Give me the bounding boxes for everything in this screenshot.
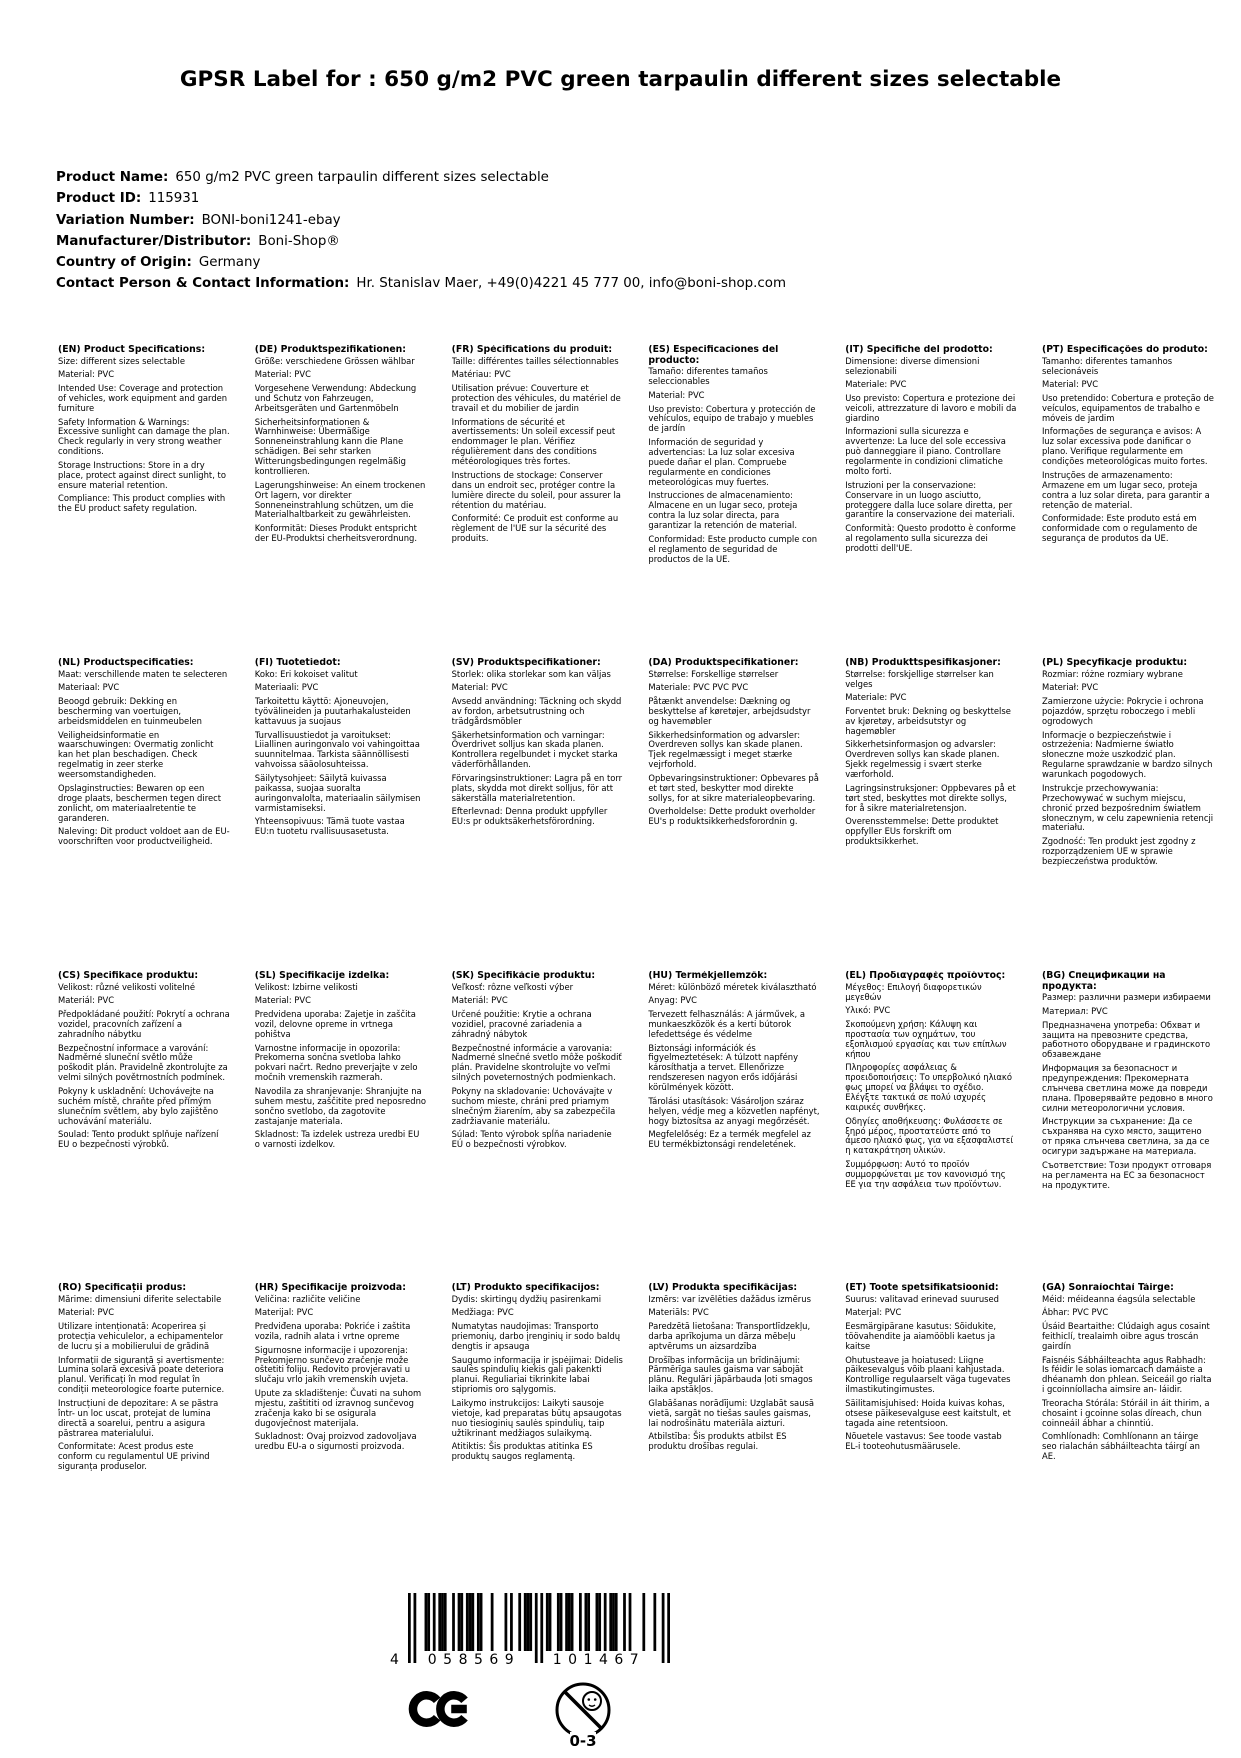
barcode-lead-digit: 4 [390,1652,399,1668]
spec-paragraph: Skladnost: Ta izdelek ustreza uredbi EU o varnosti izdelkov. [254,1129,420,1150]
spec-paragraph: Navodila za shranjevanje: Shranjujte na suhem mestu, zaščitite pred neposredno sončno svetlobo, da zagotovite zastajanje materiala. [254,1085,427,1126]
spec-paragraph: Overensstemmelse: Dette produktet oppfyller EUs forskrift om produktsikkerhet. [845,816,999,847]
spec-paragraph: Zamierzone użycie: Pokrycie i ochrona pojazdów, sprzętu roboczego i mebli ogrodowych [1041,696,1204,726]
spec-paragraph: Bezpečnostné informácie a varovania: Nadmerné slnečné svetlo môže poškodiť plán. Pravidelne skontrolujte vo veľmi silných poveternostných podmienkach. [451,1042,622,1083]
barcode-right-digits: 101467 [552,1652,646,1668]
spec-block-da [648,658,820,971]
spec-paragraph: Materiale: PVC PVC PVC [648,682,749,693]
spec-paragraph: Koko: Eri kokoiset valitut [254,668,358,679]
spec-paragraph: Material: PVC [58,369,115,380]
spec-block-it [845,345,1017,658]
spec-paragraph: Größe: verschiedene Grössen wählbar [254,355,415,366]
spec-block-title: (SK) Špecifikácie produktu: [451,971,596,981]
spec-paragraph: Tervezett felhasználás: A járművek, a munkaeszközök és a kerti bútorok lefedettsége és védelme [648,1009,805,1039]
manufacturer-value: Boni-Shop® [258,233,340,249]
spec-paragraph: Forventet bruk: Dekning og beskyttelse av kjøretøy, arbeidsutstyr og hagemøbler [845,705,1011,736]
spec-paragraph: Laikymo instrukcijos: Laikyti sausoje vietoje, kad preparatas būtų apsaugotas nuo tiesioginių saulės spindulių, taip užtikrinant medžiagos sulaikymą. [451,1397,622,1438]
spec-paragraph: Megfelelőség: Ez a termék megfelel az EU termékbiztonsági rendeletének. [648,1129,811,1150]
contact-row [56,273,786,294]
spec-paragraph: Informations de sécurité et avertissements: Un soleil excessif peut endommager le plan. Vérifiez régulièrement dans des conditions météorologiques très fortes. [451,416,616,467]
spec-paragraph: Úsáid Beartaithe: Clúdaigh agus cosaint feithiclí, trealaimh oibre agus troscán gairdín [1041,1321,1210,1351]
spec-block-fi [255,658,427,971]
page-title: GPSR Label for : 650 g/m2 PVC green tarpaulin different sizes selectable [179,67,1062,92]
spec-paragraph: Size: different sizes selectable [58,355,185,366]
spec-paragraph: Medžiaga: PVC [451,1307,514,1318]
spec-paragraph: Uso previsto: Copertura e protezione dei veicoli, attrezzature di lavoro e mobili da giardino [845,392,1017,423]
spec-paragraph: Turvallisuustiedot ja varoitukset: Liiallinen auringonvalo voi vahingoittaa suunnitelmaa. Tarkista säännöllisesti vahvoissa sääolosuhteissa. [254,729,420,770]
spec-paragraph: Nõuetele vastavus: See toode vastab EL-i tooteohutusmäärusele. [845,1431,1002,1452]
spec-paragraph: Méret: különböző méretek kiválasztható [648,981,817,992]
spec-paragraph: Säilitamisjuhised: Hoida kuivas kohas, otsese päikesevalguse eest kaitstult, et tagada aine retentsioon. [845,1397,1011,1428]
spec-paragraph: Mărime: dimensiuni diferite selectabile [58,1293,222,1304]
spec-paragraph: Biztonsági információk és figyelmeztetések: A túlzott napfény károsíthatja a tervet. Ellenőrizze rendszeresen nagyon erős időjárási körülmények között. [648,1042,799,1093]
spec-paragraph: Comhlíonadh: Comhlíonann an táirge seo rialachán sábháilteachta táirgí an AE. [1041,1431,1200,1462]
spec-paragraph: Safety Information & Warnings: Excessive sunlight can damage the plan. Check regularly in very strong weather conditions. [58,416,230,457]
spec-paragraph: Istruzioni per la conservazione: Conservare in un luogo asciutto, proteggere dalla luce solare diretta, per garantire la conservazione dei materiali. [845,479,1015,520]
spec-block-title: (IT) Specifiche del prodotto: [845,345,993,355]
variation-number-value: BONI-boni1241-ebay [201,212,341,228]
spec-block-sl [255,971,427,1283]
spec-paragraph: Glabāšanas norādījumi: Uzglabāt sausā vietā, sargāt no tiešas saules gaismas, lai nodrošinātu materiāla aizturi. [648,1397,814,1428]
spec-block-lv [648,1283,820,1476]
spec-block-title: (FI) Tuotetiedot: [254,658,341,668]
spec-block-sk [452,971,624,1283]
spec-paragraph: Materijal: PVC [254,1307,314,1318]
spec-paragraph: Efterlevnad: Denna produkt uppfyller EU:s pr oduktsäkerhetsförordning. [451,806,608,827]
svg-text:0-3: 0-3 [569,1732,597,1750]
barcode-left-digits: 058569 [427,1652,521,1668]
spec-paragraph: Размер: различни размери избираеми [1041,992,1211,1003]
age-warning-0-3-icon [552,1676,614,1758]
country-of-origin-value: Germany [198,255,261,271]
spec-paragraph: Atbilstība: Šis produkts atbilst ES produktu drošības regulai. [648,1431,787,1452]
spec-paragraph: Eesmärgipärane kasutus: Sõidukite, töövahendite ja aiamööbli kaetus ja kaitse [845,1321,996,1351]
spec-paragraph: Materjal: PVC [845,1307,902,1318]
spec-block-hu [648,971,820,1283]
spec-paragraph: Dimensione: diverse dimensioni selezionabili [845,355,980,376]
spec-paragraph: Varnostne informacije in opozorila: Prekomerna sončna svetloba lahko pokvari načrt. Redno preverjajte v zelo močnih vremenskih razmerah. [254,1042,418,1083]
spec-paragraph: Instructions de stockage: Conserver dans un endroit sec, protéger contre la lumière directe du soleil, pour assurer la rétention du matériau. [451,469,621,510]
spec-paragraph: Veiligheidsinformatie en waarschuwingen: Overmatig zonlicht kan het plan beschadigen. Check regelmatig in zeer sterke weersomstandigheden. [58,729,214,780]
spec-grid [58,345,1214,1476]
spec-paragraph: Materiale: PVC [845,692,907,703]
spec-block-title: (ES) Especificaciones del producto: [648,345,779,366]
spec-block-title: (GA) Sonraíochtaí Táirge: [1041,1283,1174,1293]
spec-paragraph: Avsedd användning: Täckning och skydd av fordon, arbetsutrustning och trädgårdsmöbler [451,696,622,726]
spec-paragraph: Storage Instructions: Store in a dry place, protect against direct sunlight, to ensure material retention. [58,459,226,490]
spec-paragraph: Materiál: PVC [451,995,508,1006]
spec-paragraph: Utilizare intenționată: Acoperirea și protecția vehiculelor, a echipamentelor de lucru și a mobilierului de grădină [58,1321,224,1351]
spec-paragraph: Conformità: Questo prodotto è conforme al regolamento sulla sicurezza dei prodotti dell'UE. [845,523,1016,553]
spec-block-nb [845,658,1017,971]
product-id-value: 115931 [148,191,200,207]
spec-block-title: (FR) Spécifications du produit: [451,345,613,355]
spec-paragraph: Paredzētā lietošana: Transportlīdzekļu, darba aprīkojuma un dārza mēbeļu aptvērums un aizsardzība [648,1321,811,1351]
spec-paragraph: Atitiktis: Šis produktas atitinka ES produktų saugos reglamentą. [451,1441,593,1462]
spec-paragraph: Rozmiar: różne rozmiary wybrane [1041,668,1183,679]
spec-block-el [845,971,1017,1283]
spec-block-title: (EL) Προδιαγραφές προϊόντος: [845,971,1006,981]
spec-block-title: (SL) Specifikacije izdelka: [254,971,390,981]
spec-paragraph: Säkerhetsinformation och varningar: Överdrivet solljus kan skada planen. Kontrollera regelbundet i mycket starka väderförhållanden. [451,729,618,770]
spec-paragraph: Material: PVC [1041,379,1099,390]
spec-paragraph: Saugumo informacija ir įspėjimai: Didelis saulės spindulių kiekis gali pakenkti planui. Reguliariai tikrinkite labai stipriomis oro sąlygomis. [451,1354,623,1395]
barcode [390,1593,690,1675]
spec-paragraph: Yhteensopivuus: Tämä tuote vastaa EU:n tuotetu rvallisuusasetusta. [254,816,405,837]
spec-block-title: (HU) Termékjellemzők: [648,971,768,981]
spec-block-title: (RO) Specificații produs: [58,1283,187,1293]
manufacturer-row [56,231,786,252]
spec-paragraph: Material: PVC [648,389,705,400]
spec-paragraph: Předpokládané použití: Pokrytí a ochrana vozidel, pracovních zařízení a zahradního nábytku [58,1009,230,1039]
spec-block-title: (PT) Especificações do produto: [1041,345,1208,355]
spec-block-hr [255,1283,427,1476]
spec-paragraph: Tarkoitettu käyttö: Ajoneuvojen, työvälineiden ja puutarhakalusteiden kattavuus ja suojaus [254,696,411,726]
spec-paragraph: Materiale: PVC [845,379,907,390]
spec-block-title: (DE) Produktspezifikationen: [254,345,407,355]
spec-paragraph: Conformidade: Este produto está em conformidade com o regulamento de segurança de produtos da UE. [1041,513,1198,544]
spec-paragraph: Størrelse: Forskellige størrelser [648,668,779,679]
spec-paragraph: Uso previsto: Cobertura y protección de vehículos, equipo de trabajo y muebles de jardín [648,403,816,434]
spec-paragraph: Súlad: Tento výrobok spĺňa nariadenie EÚ o bezpečnosti výrobkov. [451,1129,612,1150]
spec-block-pt [1042,345,1214,658]
spec-paragraph: Μέγεθος: Επιλογή διαφορετικών μεγεθών [845,981,982,1002]
spec-paragraph: Velikost: různé velikosti volitelné [58,981,195,992]
spec-paragraph: Υλικό: PVC [845,1005,891,1016]
spec-paragraph: Upute za skladištenje: Čuvati na suhom mjestu, zaštititi od izravnog sunčevog zračenja kako bi se osigurala dugovječnost materijala. [254,1388,422,1428]
spec-paragraph: Påtænkt anvendelse: Dækning og beskyttelse af køretøjer, arbejdsudstyr og havemøbler [648,696,811,726]
spec-block-title: (LV) Produkta specifikācijas: [648,1283,798,1293]
spec-paragraph: Συμμόρφωση: Αυτό το προϊόν συμμορφώνεται με τον κανονισμό της ΕΕ για την ασφάλεια των προϊόντων. [845,1159,1006,1189]
spec-block-en [58,345,230,658]
spec-block-title: (NL) Productspecificaties: [58,658,194,668]
spec-paragraph: Storlek: olika storlekar som kan väljas [451,668,611,679]
spec-block-pl [1042,658,1214,971]
product-id-row [56,188,786,209]
spec-paragraph: Faisnéis Sábháilteachta agus Rabhadh: Is féidir le solas iomarcach damáiste a dhéanamh don phlean. Seiceáil go rialta i gcoinníollacha aimsire an- láidir. [1041,1354,1212,1395]
spec-block-title: (CS) Specifikace produktu: [58,971,199,981]
spec-paragraph: Предназначена употреба: Обхват и защита на превозните средства, работното оборудване и градинското обзавеждане [1041,1019,1211,1060]
spec-paragraph: Sukladnost: Ovaj proizvod zadovoljava uredbu EU-a o sigurnosti proizvoda. [254,1431,417,1452]
spec-paragraph: Conformidad: Este producto cumple con el reglamento de seguridad de productos de la UE. [648,533,818,564]
spec-block-sv [452,658,624,971]
spec-paragraph: Πληροφορίες ασφάλειας & προειδοποιήσεις: Το υπερβολικό ηλιακό φως μπορεί να βλάψει το σχέδιο. Ελέγξτε τακτικά σε πολύ ισχυρές καιρικές συνθήκες. [845,1062,1012,1112]
spec-paragraph: Opbevaringsinstruktioner: Opbevares på et tørt sted, beskytter mod direkte sollys, for at sikre materialeopbevaring. [648,772,819,803]
spec-block-title: (LT) Produkto specifikacijos: [451,1283,600,1293]
spec-paragraph: Material: PVC [58,1307,115,1318]
spec-paragraph: Material: PVC [451,682,508,693]
spec-paragraph: Overholdelse: Dette produkt overholder EU's p roduktsikkerhedsforordnin g. [648,806,816,827]
spec-paragraph: Materiaali: PVC [254,682,319,693]
product-name-value: 650 g/m2 PVC green tarpaulin different sizes selectable [175,170,549,185]
spec-paragraph: Tárolási utasítások: Vásároljon száraz helyen, védje meg a közvetlen napfényt, hogy biztosítsa az anyagi megőrzését. [648,1095,820,1126]
spec-paragraph: Maat: verschillende maten te selecteren [58,668,228,679]
spec-paragraph: Tamaño: diferentes tamaños seleccionables [648,366,768,387]
spec-paragraph: Størrelse: forskjellige størrelser kan velges [845,668,994,689]
spec-block-bg [1042,971,1214,1283]
spec-paragraph: Intended Use: Coverage and protection of vehicles, work equipment and garden furniture [58,383,228,413]
spec-block-ro [58,1283,230,1476]
spec-paragraph: Numatytas naudojimas: Transporto priemonių, darbo įrenginių ir sodo baldų dengtis ir apsauga [451,1321,621,1351]
spec-paragraph: Predvidena uporaba: Zajetje in zaščita vozil, delovne opreme in vrtnega pohištva [254,1009,416,1039]
spec-paragraph: Materiaal: PVC [58,682,120,693]
spec-paragraph: Suurus: valitavad erinevad suurused [845,1293,999,1304]
spec-paragraph: Drošības informācija un brīdinājumi: Pārmērīga saules gaisma var sabojāt plānu. Regulāri jāpārbauda ļoti smagos laika apstākļos. [648,1354,813,1395]
spec-paragraph: Conformitate: Acest produs este conform cu regulamentul UE privind siguranța produselor. [58,1441,210,1472]
spec-paragraph: Ohutusteave ja hoiatused: Liigne päikesevalgus võib plaani kahjustada. Kontrollige regulaarselt väga tugevates ilmastikutingimustes. [845,1354,1011,1395]
country-of-origin-row [56,252,786,273]
spec-paragraph: Instrukcje przechowywania: Przechowywać w suchym miejscu, chronić przed bezpośrednim światłem słonecznym, w celu zapewnienia retencji materiału. [1041,782,1214,833]
spec-paragraph: Съответствие: Този продукт отговаря на регламента на ЕС за безопасност на продуктите. [1041,1159,1212,1190]
spec-paragraph: Материал: PVC [1041,1005,1108,1016]
spec-block-title: (DA) Produktspecifikationer: [648,658,799,668]
spec-paragraph: Uso pretendido: Cobertura e proteção de veículos, equipamentos de trabalho e móveis de jardim [1041,392,1214,423]
spec-paragraph: Lagerungshinweise: An einem trockenen Ort lagern, vor direkter Sonneneinstrahlung schützen, um die Materialhaltbarkeit zu gewährleisten. [254,479,426,520]
spec-block-title: (EN) Product Specifications: [58,345,206,355]
manufacturer-label: Manufacturer/Distributor: [56,233,252,249]
spec-paragraph: Bezpečnostní informace a varování: Nadměrné sluneční světlo může poškodit plán. Pravidelně zkontrolujte za velmi silných povětrnostních podmínek. [58,1042,228,1083]
spec-block-fr [452,345,624,658]
spec-block-ga [1042,1283,1214,1476]
spec-paragraph: Materiał: PVC [1041,682,1099,693]
spec-paragraph: Sicherheitsinformationen & Warnhinweise: Übermäßige Sonneneinstrahlung kann die Plane schädigen. Bei sehr starken Witterungsbedingungen regelmäßig kontrollieren. [254,416,406,477]
spec-block-lt [452,1283,624,1476]
product-name-row [56,167,786,188]
spec-paragraph: Informații de siguranță și avertismente: Lumina solară excesivă poate deteriora planul. Verificați în mod regulat în condiții meteorologice foarte puternice. [58,1354,225,1395]
spec-paragraph: Taille: différentes tailles sélectionnables [451,355,619,366]
spec-paragraph: Instrucțiuni de depozitare: A se păstra într- un loc uscat, protejat de lumina directă a soarelui, pentru a asigura păstrarea materialului. [58,1397,219,1438]
spec-block-title: (NB) Produkttspesifikasjoner: [845,658,1001,668]
product-id-label: Product ID: [56,191,142,207]
spec-paragraph: Pokyny k uskladnění: Uchovávejte na suchém místě, chraňte před přímým slunečním světlem, aby bylo zajištěno uchovávání materiálu. [58,1085,219,1126]
spec-paragraph: Matériau: PVC [451,369,511,380]
spec-paragraph: Zgodność: Ten produkt jest zgodny z rozporządzeniem UE w sprawie bezpieczeństwa produktów. [1041,836,1196,866]
spec-paragraph: Určené použitie: Krytie a ochrana vozidiel, pracovné zariadenia a záhradný nábytok [451,1009,592,1039]
country-of-origin-label: Country of Origin: [56,255,192,271]
spec-block-title: (HR) Specifikacije proizvoda: [254,1283,406,1293]
spec-paragraph: Informações de segurança e avisos: A luz solar excessiva pode danificar o plano. Verifique regularmente em condições meteorológicas muito fortes. [1041,426,1208,467]
spec-paragraph: Instruções de armazenamento: Armazene em um lugar seco, proteja contra a luz solar direta, para garantir a retenção de material. [1041,469,1210,510]
spec-paragraph: Soulad: Tento produkt splňuje nařízení EU o bezpečnosti výrobků. [58,1129,219,1150]
spec-paragraph: Pokyny na skladovanie: Uchovávajte v suchom mieste, chráni pred priamym slnečným žiarením, aby sa zabezpečila zadržiavanie materiálu. [451,1085,616,1126]
spec-paragraph: Tamanho: diferentes tamanhos selecionáveis [1041,355,1173,376]
spec-paragraph: Material: PVC [254,369,311,380]
spec-paragraph: Méid: méideanna éagsúla selectable [1041,1293,1196,1304]
spec-block-title: (BG) Спецификации на продукта: [1041,971,1166,992]
spec-paragraph: Konformität: Dieses Produkt entspricht der EU-Produktsi cherheitsverordnung. [254,523,418,544]
spec-paragraph: Veličina: različite veličine [254,1293,361,1304]
ce-mark-icon [404,1684,472,1738]
spec-paragraph: Sikkerhetsinformasjon og advarsler: Overdreven sollys kan skade planen. Sjekk regelmessig i svært sterke værforhold. [845,739,1000,780]
spec-paragraph: Predviđena uporaba: Pokriće i zaštita vozila, radnih alata i vrtne opreme [254,1321,411,1341]
variation-number-row [56,210,786,231]
spec-paragraph: Förvaringsinstruktioner: Lagra på en torr plats, skydda mot direkt solljus, för att säkerställa materialretention. [451,772,623,803]
spec-paragraph: Instrucciones de almacenamiento: Almacene en un lugar seco, proteja contra la luz solar directa, para garantizar la retención de material. [648,490,798,531]
spec-paragraph: Velikost: Izbirne velikosti [254,981,358,992]
spec-paragraph: Material: PVC [254,995,311,1006]
spec-block-et [845,1283,1017,1476]
spec-paragraph: Lagringsinstruksjoner: Oppbevares på et tørt sted, beskyttes mot direkte sollys, for å sikre materialretensjon. [845,782,1016,813]
spec-block-title: (SV) Produktspecifikationer: [451,658,601,668]
spec-paragraph: Materiāls: PVC [648,1307,709,1318]
spec-block-nl [58,658,230,971]
spec-paragraph: Treoracha Stórála: Stóráil in áit thirim, a chosaint i gcoinne solas díreach, chun coinneáil ábhar a chinntiú. [1041,1397,1210,1428]
contact-label: Contact Person & Contact Information: [56,276,350,292]
spec-paragraph: Dydis: skirtingų dydžių pasirenkami [451,1293,602,1304]
spec-paragraph: Compliance: This product complies with the EU product safety regulation. [58,493,226,514]
spec-paragraph: Οδηγίες αποθήκευσης: Φυλάσσετε σε ξηρό μέρος, προστατεύστε από το άμεσο ηλιακό φως, για να εξασφαλιστεί η κατακράτηση υλικών. [845,1115,1014,1156]
spec-paragraph: Izmērs: var izvēlēties dažādus izmērus [648,1293,811,1304]
variation-number-label: Variation Number: [56,212,195,228]
spec-paragraph: Información de seguridad y advertencias: La luz solar excesiva puede dañar el plan. Compruebe regularmente en condiciones meteorológicas muy fuertes. [648,437,795,487]
contact-value: Hr. Stanislav Maer, +49(0)4221 45 777 00, info@boni-shop.com [356,276,787,292]
spec-paragraph: Beoogd gebruik: Dekking en bescherming van voertuigen, arbeidsmiddelen en tuinmeubelen [58,696,202,726]
spec-paragraph: Veľkosť: rôzne veľkosti výber [451,981,574,992]
spec-block-title: (PL) Specyfikacje produktu: [1041,658,1188,668]
product-info [56,167,786,295]
spec-paragraph: Informazioni sulla sicurezza e avvertenze: La luce del sole eccessiva può danneggiare il piano. Controllare regolarmente in condizioni climatiche molto forti. [845,426,1006,477]
product-name-label: Product Name: [56,170,169,185]
spec-paragraph: Säilytysohjeet: Säilytä kuivassa paikassa, suojaa suoralta auringonvalolta, materiaalin säilymisen varmistamiseksi. [254,772,421,813]
spec-paragraph: Opslaginstructies: Bewaren op een droge plaats, beschermen tegen direct zonlicht, om materiaalretentie te garanderen. [58,782,222,823]
spec-block-cs [58,971,230,1283]
spec-paragraph: Naleving: Dit product voldoet aan de EU-voorschriften voor productveiligheid. [58,826,230,847]
spec-paragraph: Anyag: PVC [648,995,697,1006]
spec-paragraph: Materiál: PVC [58,995,115,1006]
spec-paragraph: Ábhar: PVC PVC [1041,1307,1109,1318]
spec-paragraph: Informacje o bezpieczeństwie i ostrzeżenia: Nadmierne światło słoneczne może uszkodzić plan. Regularne sprawdzanie w bardzo silnych warunkach pogodowych. [1041,729,1213,780]
spec-paragraph: Информация за безопасност и предупреждения: Прекомерната слънчева светлина може да повреди плана. Проверявайте редовно в много силни метеорологични условия. [1041,1063,1213,1113]
spec-block-de [255,345,427,658]
spec-paragraph: Sigurnosne informacije i upozorenja: Prekomjerno sunčevo zračenje može oštetiti foliju. Redovito provjeravati u slučaju vrlo jakih vremenskih uvjeta. [254,1344,411,1385]
spec-paragraph: Sikkerhedsinformation og advarsler: Overdreven sollys kan skade planen. Tjek regelmæssigt i meget stærke vejrforhold. [648,729,803,770]
spec-block-title: (ET) Toote spetsifikatsioonid: [845,1283,999,1293]
spec-paragraph: Utilisation prévue: Couverture et protection des véhicules, du matériel de travail et du mobilier de jardin [451,383,621,413]
spec-block-es [648,345,820,658]
spec-paragraph: Σκοπούμενη χρήση: Κάλυψη και προστασία των οχημάτων, του εξοπλισμού εργασίας και των επίπλων κήπου [845,1018,1007,1059]
spec-paragraph: Инструкции за съхранение: Да се съхранява на сухо място, защитено от пряка слънчева светлина, за да се осигури задържане на материала. [1041,1116,1210,1157]
spec-paragraph: Vorgesehene Verwendung: Abdeckung und Schutz von Fahrzeugen, Arbeitsgeräten und Gartenmöbeln [254,383,417,413]
spec-paragraph: Conformité: Ce produit est conforme au règlement de l'UE sur la sécurité des produits. [451,513,619,544]
